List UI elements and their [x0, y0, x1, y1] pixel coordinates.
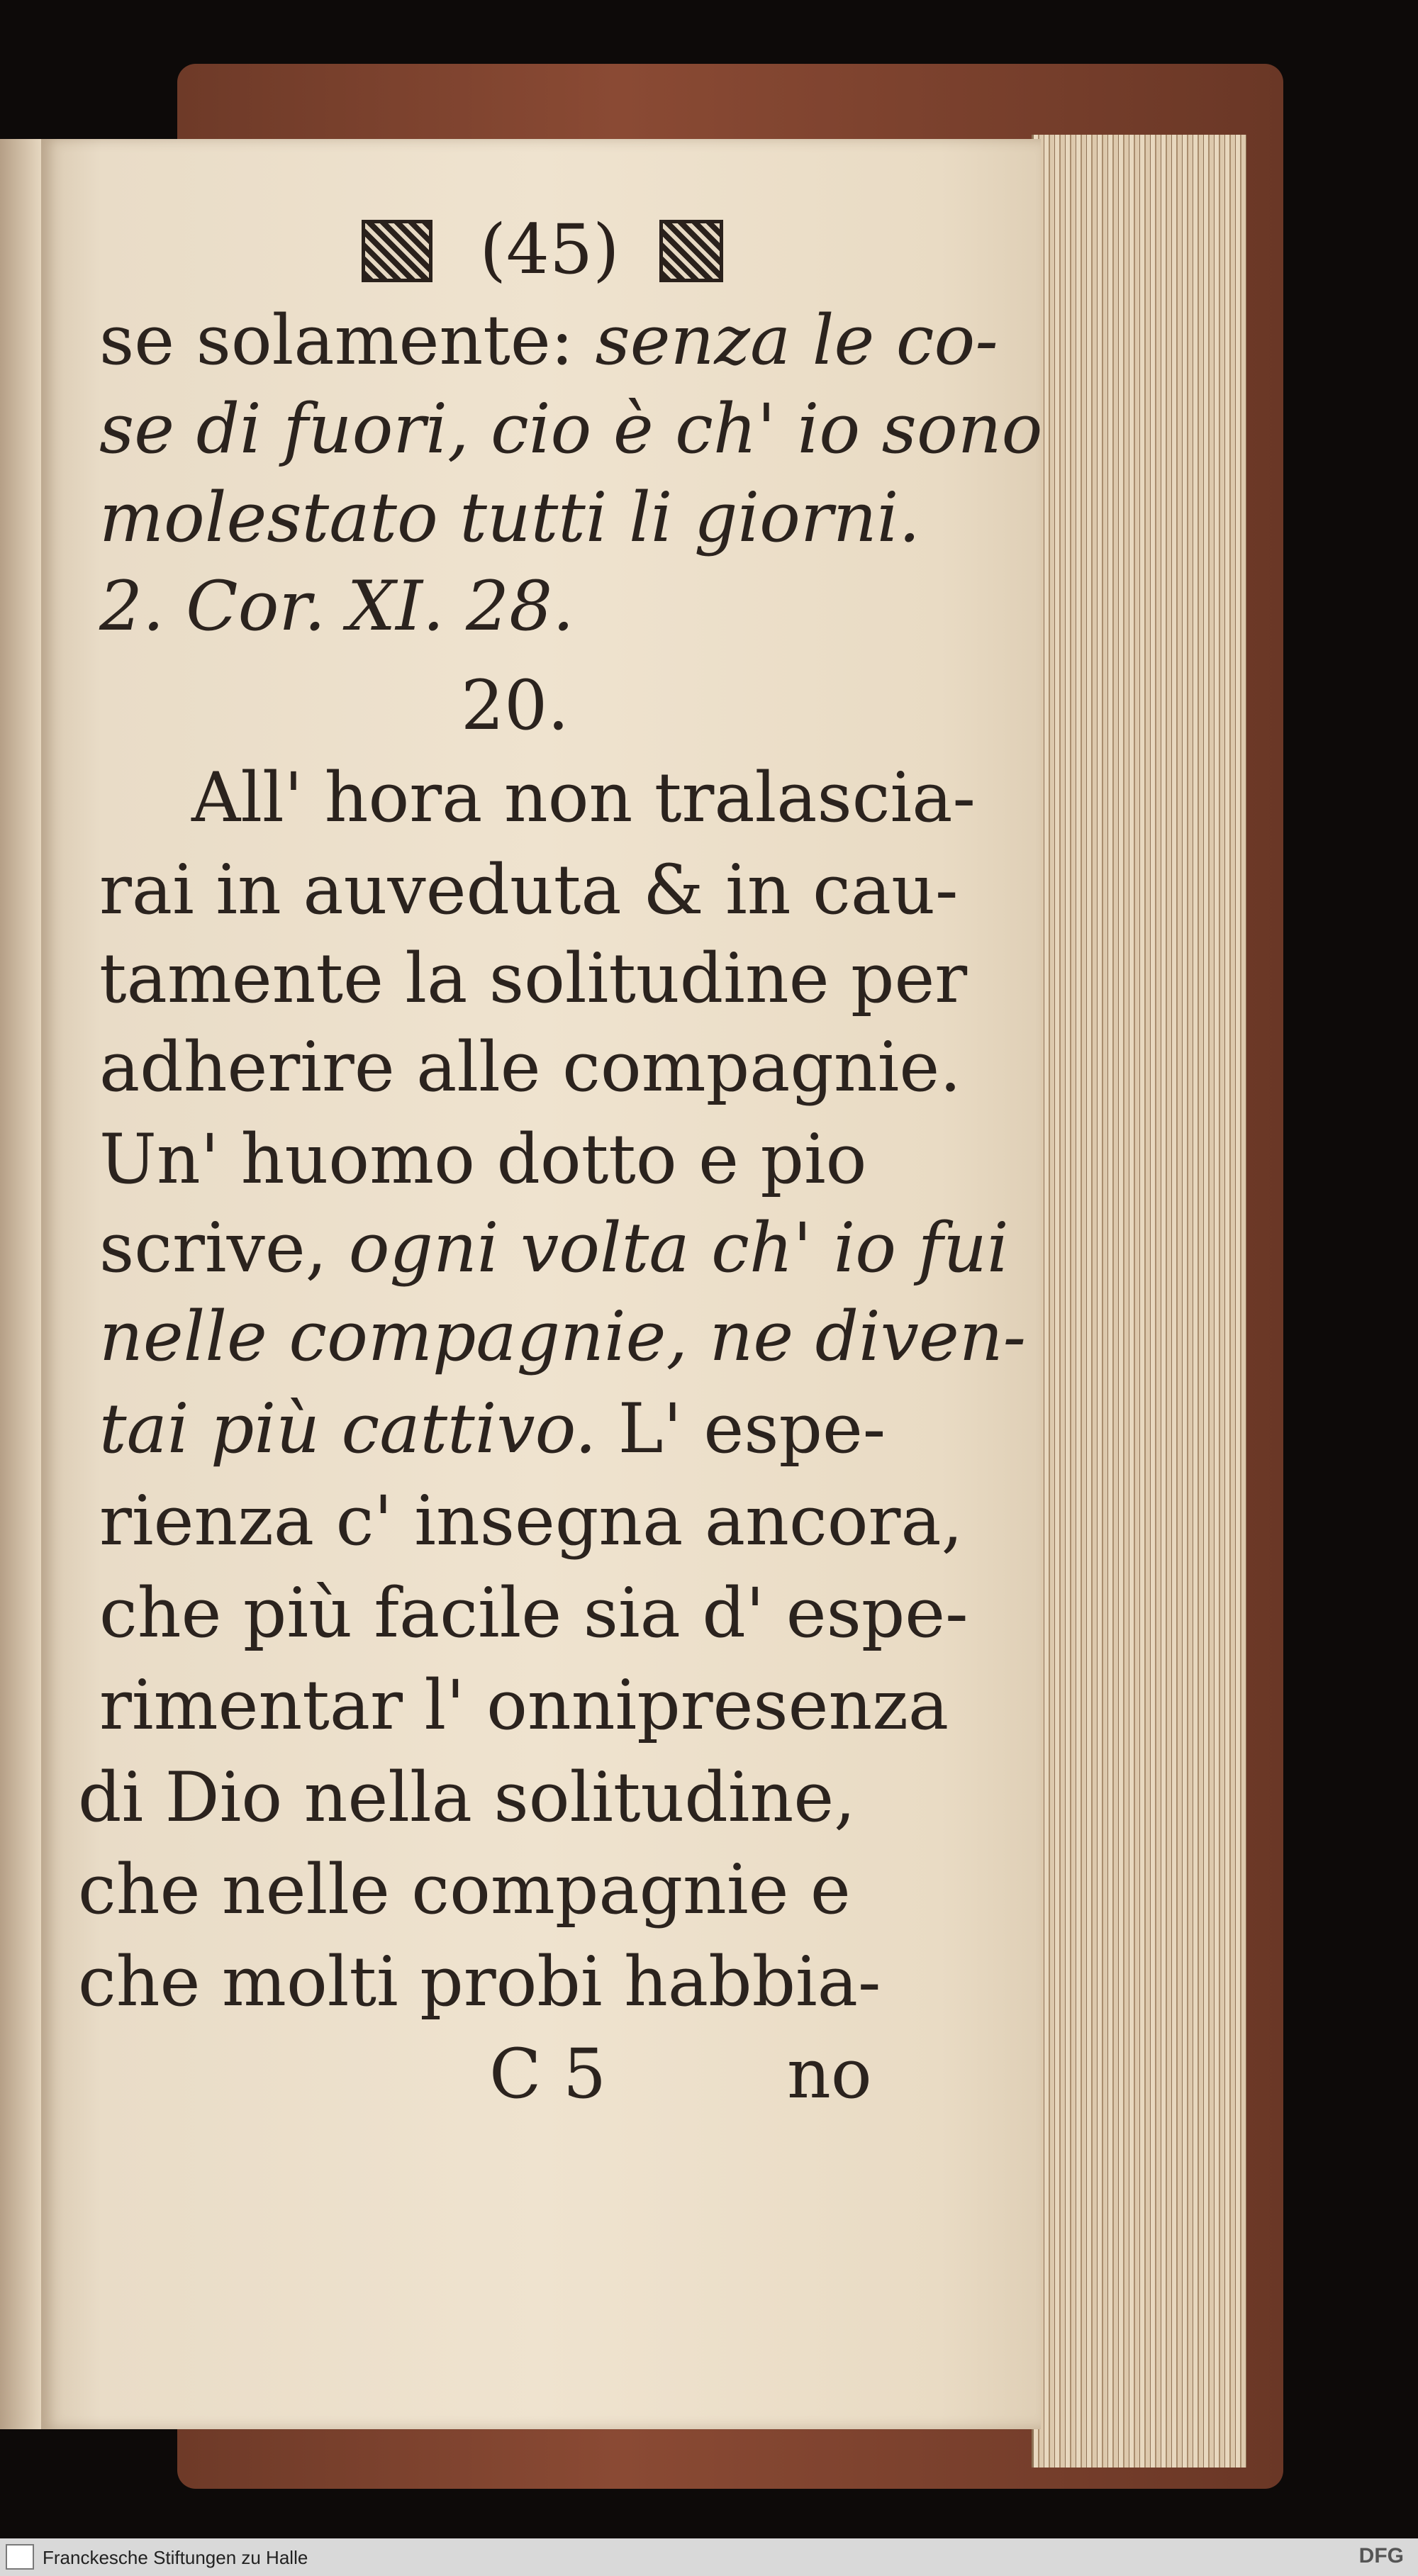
- viewer-footer: [0, 2538, 1418, 2576]
- text-run: L' espe-: [596, 1389, 886, 1468]
- text-line-11: nelle compagnie, ne diven-: [99, 1297, 1027, 1376]
- section-number: 20.: [461, 666, 569, 745]
- institution-name: Franckesche Stiftungen zu Halle: [43, 2547, 308, 2568]
- running-head: [362, 210, 787, 299]
- page-edges: [1032, 135, 1246, 2468]
- ornament-left-icon: [362, 220, 432, 282]
- text-line-10: [99, 1205, 1009, 1290]
- text-line-12: [99, 1386, 886, 1471]
- text-run: scrive,: [99, 1208, 349, 1288]
- text-line-3: molestato tutti li giorni.: [99, 478, 920, 557]
- text-line-13: rienza c' insegna ancora,: [99, 1481, 964, 1561]
- facing-page-edge: [0, 139, 41, 2429]
- text-line-17: che nelle compagnie e: [78, 1850, 851, 1929]
- text-line-14: che più facile sia d' espe-: [99, 1573, 968, 1653]
- text-line-1: [99, 298, 998, 383]
- text-line-7: tamente la solitudine per: [99, 939, 968, 1018]
- text-line-5: All' hora non tralascia-: [191, 758, 976, 837]
- text-run-italic: ogni volta ch' io fui: [348, 1208, 1009, 1288]
- text-line-8: adherire alle compagnie.: [99, 1027, 961, 1107]
- text-run-italic: tai più cattivo.: [99, 1389, 597, 1468]
- institution-logo-icon: [6, 2544, 34, 2570]
- signature-mark: C 5: [489, 2034, 607, 2114]
- funder-logo: DFG: [1358, 2544, 1404, 2567]
- catchword: no: [787, 2034, 872, 2114]
- text-line-15: rimentar l' onnipresenza: [99, 1666, 949, 1745]
- ornament-right-icon: [659, 220, 723, 282]
- text-line-16: di Dio nella solitudine,: [78, 1758, 856, 1837]
- text-line-6: rai in auveduta & in cau-: [99, 850, 959, 930]
- text-run-italic: senza le co-: [595, 301, 998, 380]
- text-line-2: se di fuori, cio è ch' io sono: [99, 389, 1043, 469]
- text-line-4: 2. Cor. XI. 28.: [99, 567, 574, 646]
- page-number: (45): [479, 210, 620, 289]
- text-line-18: che molti probi habbia-: [78, 1942, 881, 2022]
- text-run: se solamente:: [99, 301, 596, 380]
- text-line-9: Un' huomo dotto e pio: [99, 1120, 867, 1199]
